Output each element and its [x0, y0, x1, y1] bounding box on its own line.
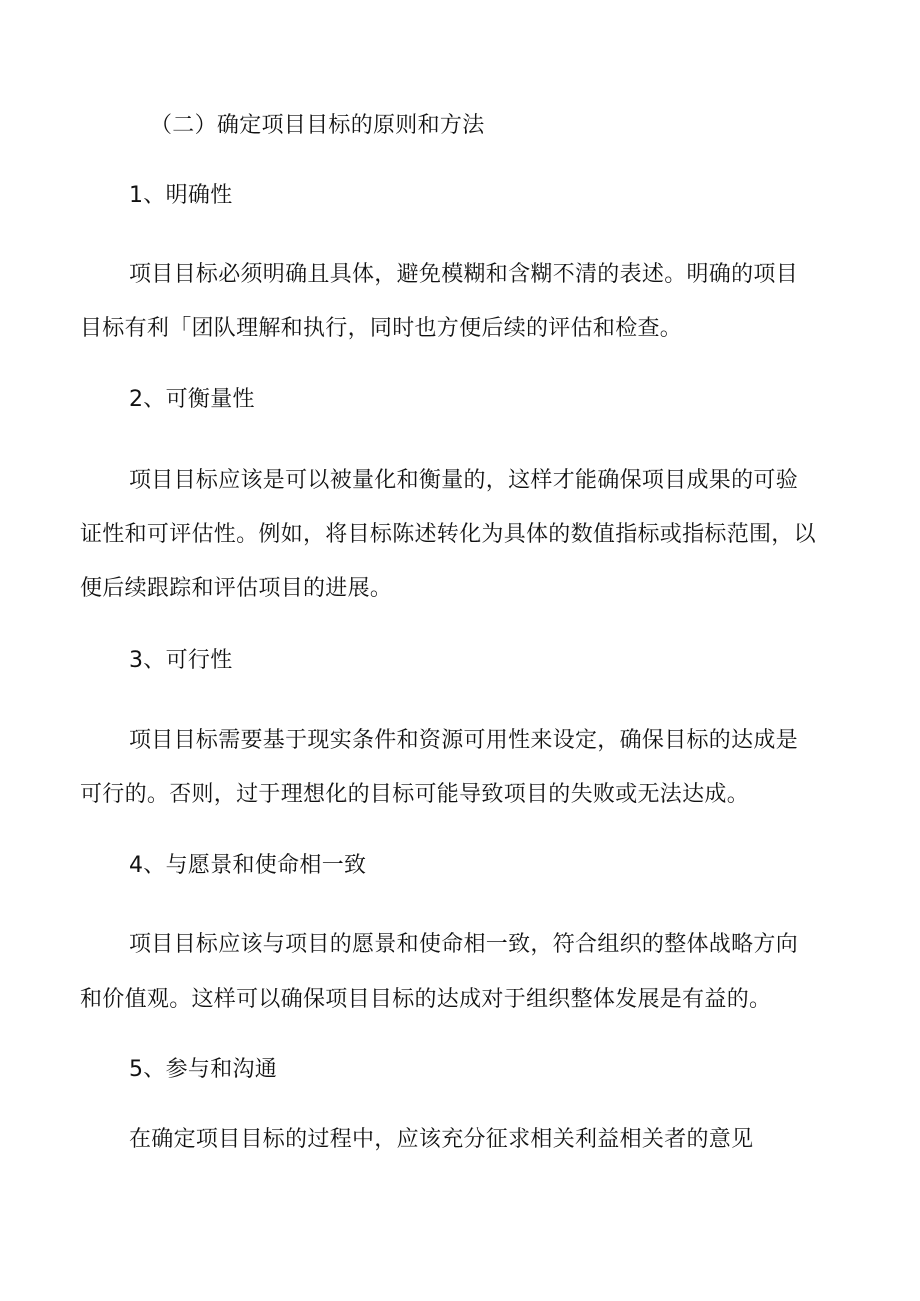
- paragraph-line: 目标有利「团队理解和执行，同时也方便后续的评估和检查。: [80, 316, 683, 341]
- paragraph-line: 项目目标应该是可以被量化和衡量的，这样才能确保项目成果的可验: [129, 468, 799, 493]
- paragraph-line: 可行的。否则，过于理想化的目标可能导致项目的失败或无法达成。: [80, 782, 750, 807]
- item-heading-1: 1、明确性: [129, 183, 233, 208]
- item-heading-2: 2、可衡量性: [129, 387, 255, 412]
- paragraph-line: 项目目标应该与项目的愿景和使命相一致，符合组织的整体战略方向: [129, 932, 799, 957]
- paragraph-line: 项目目标需要基于现实条件和资源可用性来设定，确保目标的达成是: [129, 728, 799, 753]
- paragraph-line: 便后续跟踪和评估项目的进展。: [80, 576, 393, 601]
- section-title: （二）确定项目目标的原则和方法: [150, 113, 485, 138]
- item-heading-5: 5、参与和沟通: [129, 1057, 278, 1082]
- item-heading-4: 4、与愿景和使命相一致: [129, 853, 367, 878]
- paragraph-line: 证性和可评估性。例如，将目标陈述转化为具体的数值指标或指标范围，以: [80, 522, 816, 547]
- paragraph-line: 项目目标必须明确且具体，避免模糊和含糊不清的表述。明确的项目: [129, 262, 799, 287]
- paragraph-line: 在确定项目目标的过程中，应该充分征求相关利益相关者的意见: [129, 1127, 754, 1152]
- paragraph-line: 和价值观。这样可以确保项目目标的达成对于组织整体发展是有益的。: [80, 987, 772, 1012]
- item-heading-3: 3、可行性: [129, 648, 233, 673]
